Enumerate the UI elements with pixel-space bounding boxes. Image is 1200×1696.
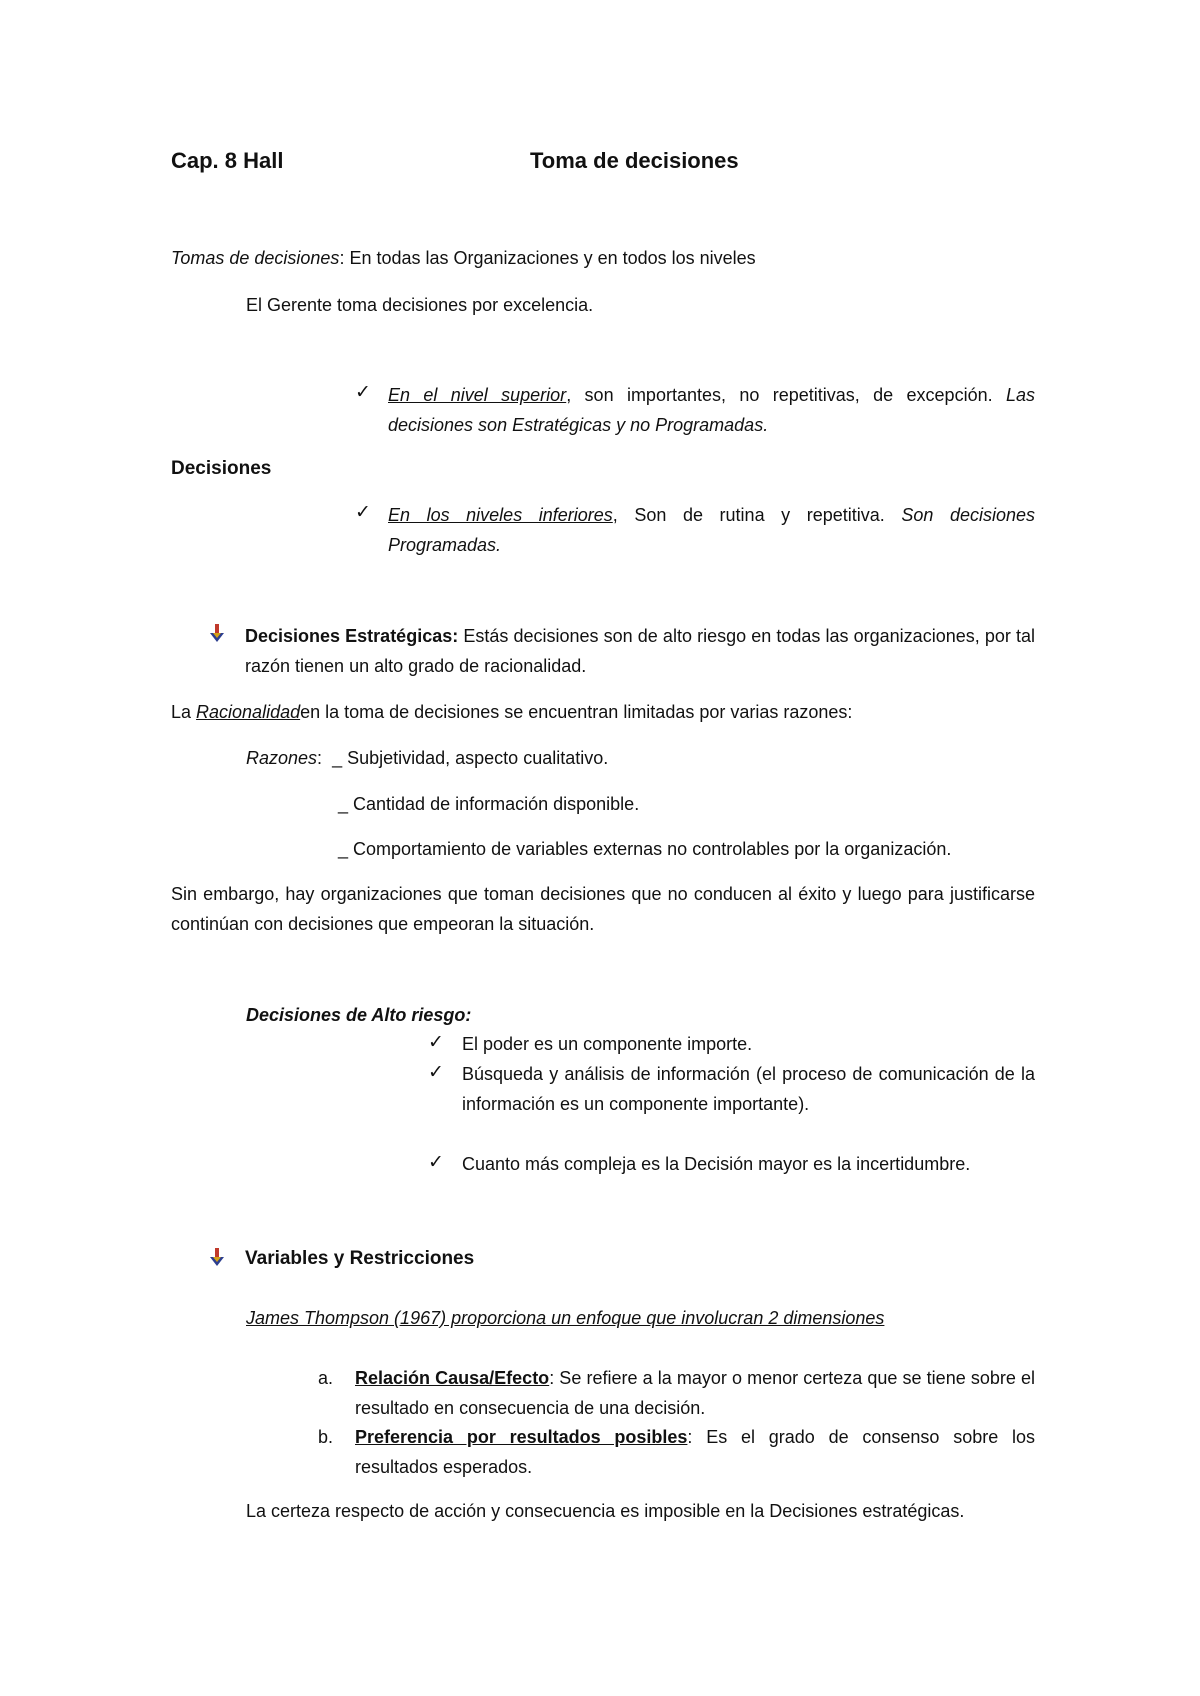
inferior-lead: En los niveles inferiores [388,505,613,525]
variables-heading: Variables y Restricciones [245,1248,475,1269]
list-marker-a: a. [318,1368,334,1388]
razon-item: _ Cantidad de información disponible. [338,794,640,814]
racionalidad-line [171,697,852,727]
inferior-rest: , Son de rutina y repetitiva. [612,505,902,525]
razones-label: Razones [246,748,318,768]
arrow-bullet-icon [210,624,224,644]
inferior-ital: Son decisiones Programadas. [388,505,1035,555]
chapter-label: Cap. 8 Hall [171,148,284,173]
list-marker-b: b. [318,1427,334,1447]
page-title: Toma de decisiones [530,148,739,173]
closing-paragraph: La certeza respecto de acción y consecuencia es imposible en la Decisiones estratégicas. [246,1501,965,1521]
racionalidad-pre: La [171,702,197,722]
check-icon: ✓ [428,1152,444,1173]
intro-rest: : En todas las Organizaciones y en todos los niveles [339,248,756,268]
sin-embargo-paragraph: Sin embargo, hay organizaciones que toman decisiones que no conducen al éxito y luego para justificarse continúan con decisiones que empeoran la situación. [171,884,1035,934]
decision-superior [388,380,1035,440]
superior-rest: , son importantes, no repetitivas, de excepción. [566,385,1006,405]
racionalidad-term: Racionalidad [196,702,301,722]
check-icon: ✓ [428,1062,444,1083]
superior-lead: En el nivel superior [388,385,567,405]
relacion-title: Relación Causa/Efecto [355,1368,550,1388]
manager-line: El Gerente toma decisiones por excelencia. [246,295,594,315]
estrategicas-text: Estás decisiones son de alto riesgo en todas las organizaciones, por tal razón tienen un alto grado de racionalidad. [245,626,1035,676]
check-icon: ✓ [428,1032,444,1053]
razones-line: Razones: _ Subjetividad, aspecto cualitativo. [246,748,609,768]
estrategicas-heading: Decisiones Estratégicas: [245,626,459,646]
razon-item: _ Comportamiento de variables externas no controlables por la organización. [338,839,952,859]
decisiones-label: Decisiones [171,458,272,479]
superior-ital: Las decisiones son Estratégicas y no Programadas. [388,385,1035,435]
preferencia-text: : Es el grado de consenso sobre los resultados esperados. [355,1427,1035,1477]
preferencia-resultados [355,1422,1035,1482]
alto-riesgo-item: El poder es un componente importe. [462,1034,753,1054]
decision-inferior [388,500,1035,560]
alto-riesgo-heading: Decisiones de Alto riesgo: [246,1005,472,1025]
arrow-bullet-icon [210,1248,224,1268]
alto-riesgo-item: Búsqueda y análisis de información (el proceso de comunicación de la información es un componente importante). [462,1064,1035,1114]
relacion-text: : Se refiere a la mayor o menor certeza que se tiene sobre el resultado en consecuencia de una decisión. [355,1368,1035,1418]
check-icon: ✓ [355,382,371,403]
razon-item: _ Subjetividad, aspecto cualitativo. [332,748,609,768]
thompson-line: James Thompson (1967) proporciona un enfoque que involucran 2 dimensiones [246,1308,885,1328]
racionalidad-post: en la toma de decisiones se encuentran limitadas por varias razones: [300,702,853,722]
estrategicas-paragraph [245,621,1035,681]
relacion-causa-efecto [355,1363,1035,1423]
check-icon: ✓ [355,502,371,523]
preferencia-title: Preferencia por resultados posibles [355,1427,688,1447]
intro-term: Tomas de decisiones [171,248,340,268]
intro-line [171,243,756,273]
alto-riesgo-item: Cuanto más compleja es la Decisión mayor es la incertidumbre. [462,1154,971,1174]
